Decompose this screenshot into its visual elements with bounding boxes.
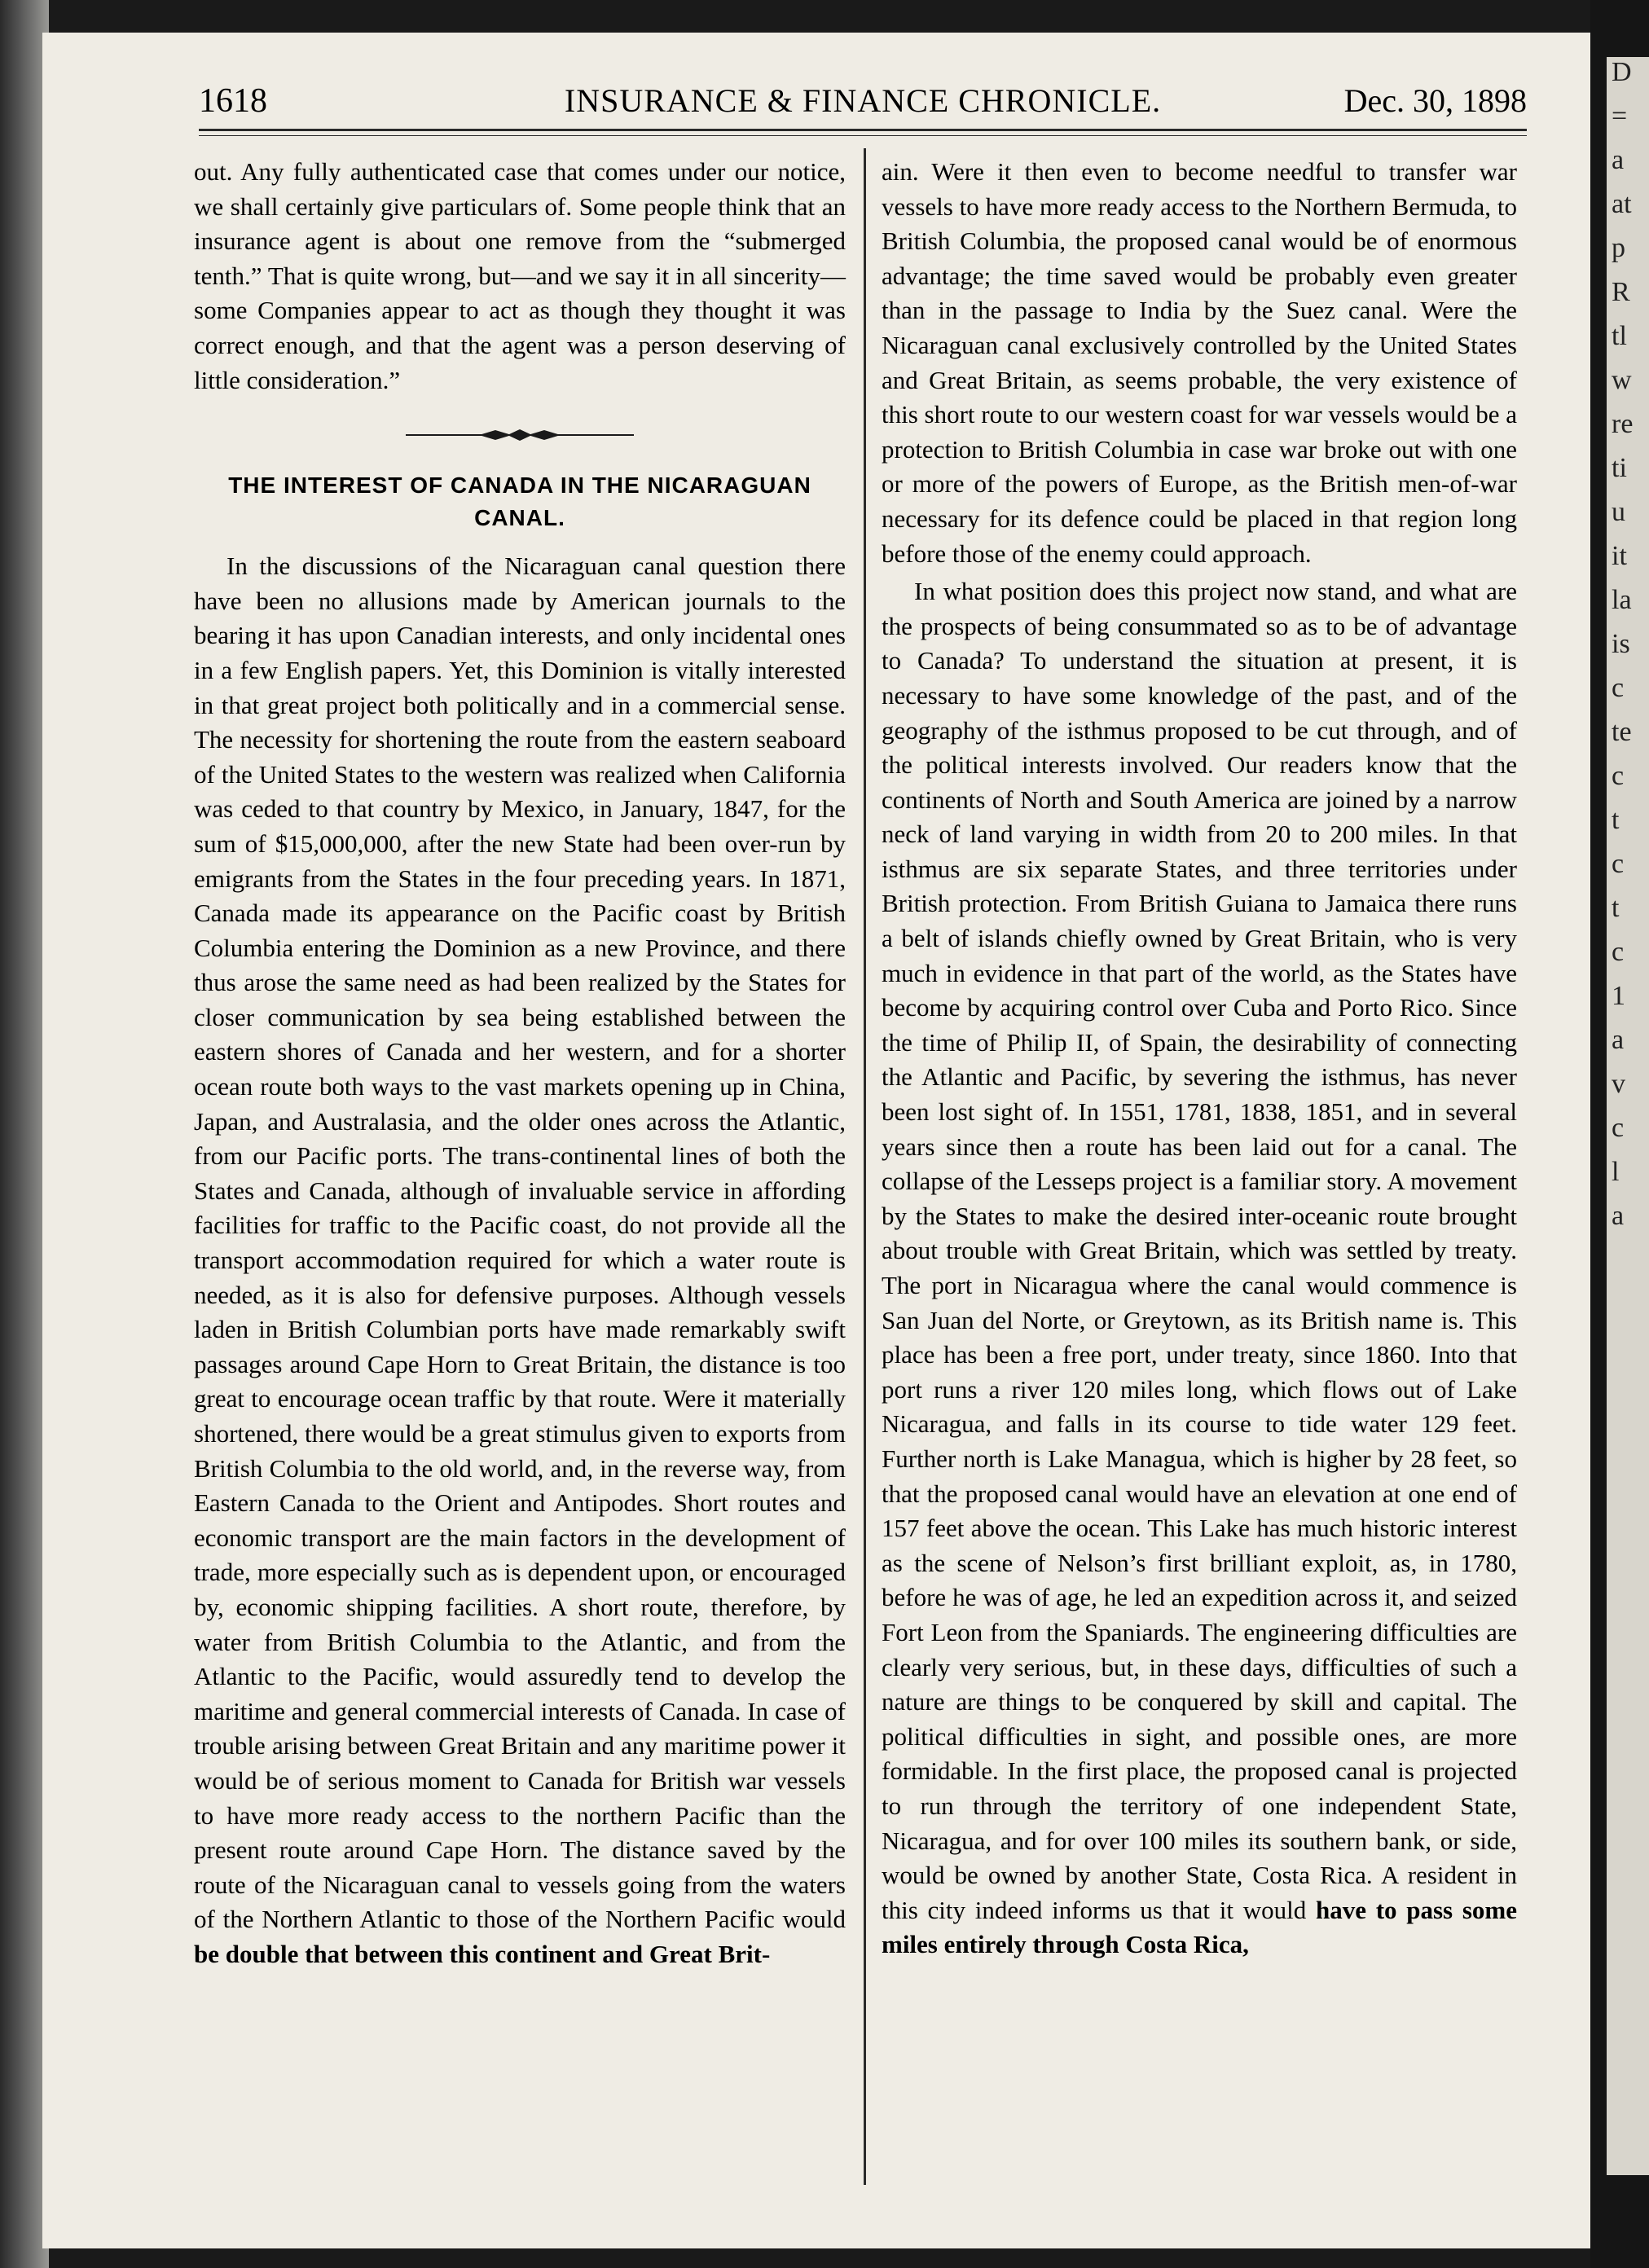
adjacent-page-glyph: c [1612, 1113, 1625, 1143]
adjacent-page-glyph: 1 [1612, 981, 1625, 1011]
adjacent-page-glyph: u [1612, 497, 1625, 527]
adjacent-page-glyph: v [1612, 1069, 1625, 1099]
ornament-rule-icon [406, 427, 634, 443]
right-column [882, 155, 1517, 1963]
adjacent-page-glyph: re [1612, 409, 1634, 439]
article-body-paragraph [194, 549, 846, 1971]
adjacent-page-glyph: te [1612, 717, 1632, 747]
adjacent-page-glyph: D [1612, 57, 1632, 87]
adjacent-page-glyph: a [1612, 145, 1625, 175]
right-paragraph-2-text: In what position does this project now stand, and what are the prospects of being consummated so as to be of advantage to Canada? To understand the situation at present, it is necessary to have some knowledge of the past, and of the geography of the isthmus proposed to be cut through, and of the political interests involved. Our readers know that the continents of North and South America are joined by a narrow neck of land varying in width from 20 to 200 miles. In that isthmus are six separate States, and three territories under British protection. From British Guiana to Jamaica there runs a belt of islands chiefly owned by Great Britain, who is very much in evidence in that part of the world, as the States have become by acquiring control over Cuba and Porto Rico. Since the time of Philip II, of Spain, the desirability of connecting the Atlantic and Pacific, by severing the isthmus, has never been lost sight of. In 1551, 1781, 1838, 1851, and in several years since then a route has been laid out for a canal. The collapse of the Lesseps project is a familiar story. A movement by the States to make the desired inter-oceanic route brought about trouble with Great Britain, which was settled by treaty. The port in Nicaragua where the canal would commence is San Juan del Norte, or Greytown, as its British name is. This place has been a free port, under treaty, since 1860. Into that port runs a river 120 miles long, which flows out of Lake Nicaragua, and falls in its course to tide water 129 feet. Further north is Lake Managua, which is higher by 28 feet, so that the proposed canal would have an elevation at one end of 157 feet above the ocean. This Lake has much historic interest as the scene of Nelson’s first brilliant exploit, as, in 1780, before he was of age, he led an expedition across it, and seized Fort Leon from the Spaniards. The engineering difficulties are clearly very serious, but, in these days, difficulties of such a nature are things to be conquered by skill and capital. The political difficulties in sight, and possible ones, are more formidable. In the first place, the proposed canal is projected to run through the territory of one independent State, Nicaragua, and for over 100 miles its southern bank, or side, would be owned by another State, Costa Rica. A resident in this city indeed informs us that it would [882, 577, 1517, 1924]
adjacent-page-glyph: c [1612, 937, 1625, 967]
article-title: THE INTEREST OF CANADA IN THE NICARAGUAN CANAL. [228, 472, 811, 531]
adjacent-page-glyph: w [1612, 365, 1632, 395]
adjacent-page-glyph: la [1612, 585, 1632, 615]
adjacent-page-glyph: c [1612, 849, 1625, 879]
ornament-divider [194, 415, 846, 464]
page-number: 1618 [199, 82, 267, 120]
article-body-text: In the discussions of the Nicaraguan canal question there have been no allusions made by American journals to the bearing it has upon Canadian interests, and only incidental ones in a few English papers. Yet, this Dominion is vitally interested in that great project both politically and in a commercial sense. The necessity for shortening the route from the eastern seaboard of the United States to the western was realized when California was ceded to that country by Mexico, in January, 1847, for the sum of $15,000,000, after the new State had been over-run by emigrants from the States in the four preceding years. In 1871, Canada made its appearance on the Pacific coast by British Columbia entering the Dominion as a new Province, and there thus arose the same need as had been realized by the States for closer communication by sea being established between the eastern shores of Canada and her western, and for a shorter ocean route both ways to the vast markets opening up in China, Japan, and Australasia, and the older ones across the Atlantic, from our Pacific ports. The trans-continental lines of both the States and Canada, although of invaluable service in affording facilities for traffic to the Pacific coast, do not provide all the transport accommodation required for which a water route is needed, as it is also for defensive purposes. Although vessels laden in British Columbian ports have made remarkably swift passages around Cape Horn to Great Britain, the distance is too great to encourage ocean traffic by that route. Were it materially shortened, there would be a great stimulus given to exports from British Columbia to the old world, and, in the reverse way, from Eastern Canada to the Orient and Antipodes. Short routes and economic transport are the main factors in the development of trade, more especially such as is dependent upon, or encouraged by, economic shipping facilities. A short route, therefore, by water from British Columbia to the Atlantic, and from the Atlantic to the Pacific, would assuredly tend to develop the maritime and general commercial interests of Canada. In case of trouble arising between Great Britain and any maritime power it would be of serious moment to Canada for British war vessels to have more ready access to the northern Pacific than the present route around Cape Horn. The distance saved by the route of the Nicaraguan canal to vessels going from the waters of the Northern Atlantic to those of the Northern Pacific would [194, 552, 846, 1934]
issue-date: Dec. 30, 1898 [1343, 82, 1527, 119]
adjacent-page-glyph: a [1612, 1025, 1625, 1055]
binding-edge [0, 0, 49, 2268]
adjacent-page-glyph: = [1612, 101, 1628, 131]
adjacent-page-glyph: p [1612, 233, 1625, 263]
right-paragraph-2-bold-end: have to pass some miles entirely through Costa Rica, [882, 1895, 1517, 1959]
adjacent-page-glyph: it [1612, 541, 1627, 571]
adjacent-page-glyph: is [1612, 629, 1630, 659]
right-paragraph-1: ain. Were it then even to become needful to transfer war vessels to have more ready access to the Northern Bermuda, to British Columbia, the proposed canal would be of enormous advantage; the time saved would be probably even greater than in the passage to India by the Suez canal. Were the Nicaraguan canal exclusively controlled by the United States and Great Britain, as seems probable, the very existence of this short route to our western coast for war vessels would be a protection to British Columbia in case war broke out with one or more of the powers of Europe, as the British men-of-war necessary for its defence could be placed in that region long before those of the enemy could approach. [882, 157, 1517, 568]
adjacent-page-glyph: ti [1612, 453, 1627, 483]
adjacent-page-glyph: R [1612, 277, 1630, 307]
left-column [194, 155, 846, 1972]
adjacent-page-glyph: t [1612, 893, 1620, 923]
adjacent-page-glyph: c [1612, 761, 1625, 791]
header-rule [199, 129, 1527, 131]
adjacent-page-glyph: at [1612, 189, 1632, 219]
adjacent-page-glyph: tl [1612, 321, 1627, 351]
adjacent-page-glyph: c [1612, 673, 1625, 703]
article-body-bold-end: be double that between this continent and Great Brit- [194, 1939, 771, 1968]
adjacent-page-glyph: t [1612, 805, 1620, 835]
intro-paragraph: out. Any fully authenticated case that comes under our notice, we shall certainly give particulars of. Some people think that an insurance agent is about one remove from the “submerged tenth.” That is quite wrong, but—and we say it in all sincerity—some Companies appear to act as though they thought it was correct enough, and that the agent was a person deserving of little consideration.” [194, 157, 846, 394]
header-rule-thin [199, 135, 1527, 136]
page-header [199, 81, 1527, 130]
adjacent-page-fragment [1607, 57, 1649, 2175]
right-paragraph-2 [882, 574, 1517, 1963]
column-divider [864, 148, 866, 2185]
adjacent-page-glyph: a [1612, 1201, 1625, 1231]
running-title: INSURANCE & FINANCE CHRONICLE. [564, 82, 1162, 119]
adjacent-page-glyph: l [1612, 1157, 1620, 1187]
